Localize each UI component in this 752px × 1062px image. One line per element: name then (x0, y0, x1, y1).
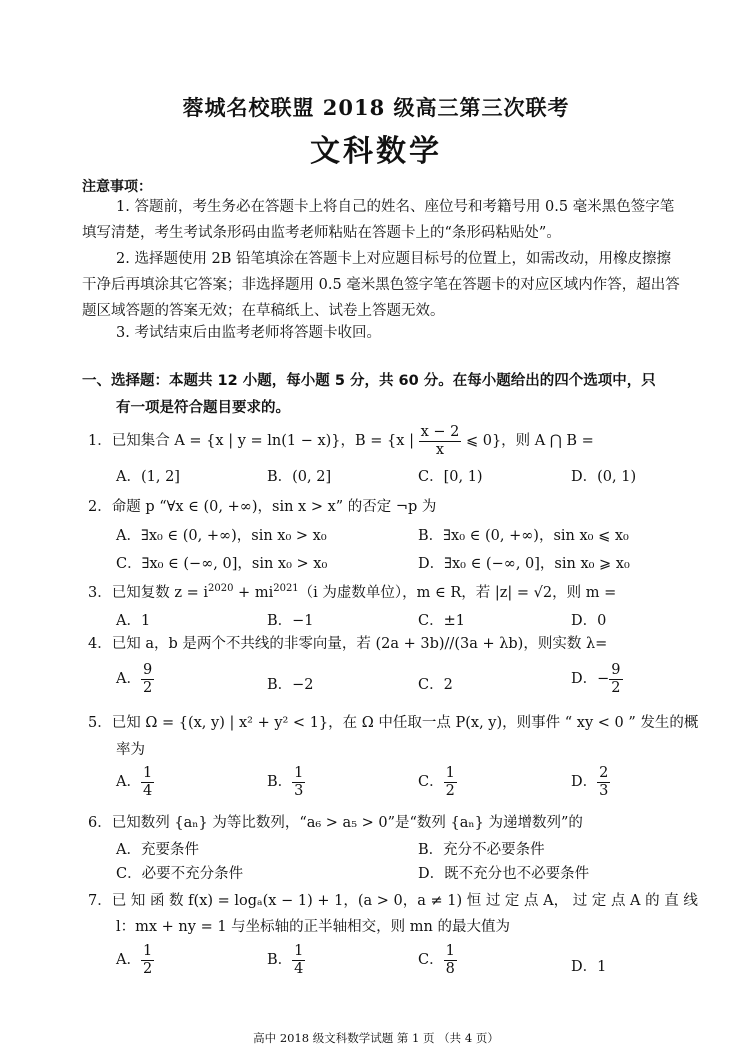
option-c: C．2 (418, 677, 453, 693)
note-item-2: 2. 选择题使用 2B 铅笔填涂在答题卡上对应题目标号的位置上，如需改动，用橡皮擦擦干净后再填涂其它答案；非选择题用 0.5 毫米黑色签字笔在答题卡的对应区域内作答，超出答题区域答题的答案无效；在草稿纸上、试卷上答题无效。 (82, 251, 680, 319)
question-5-line2: 率为 (116, 742, 145, 758)
option-d: D．∃x₀ ∈ (−∞, 0]，sin x₀ ⩾ x₀ (418, 556, 630, 572)
question-number: 7． (88, 893, 112, 909)
option-b: B．充分不必要条件 (418, 842, 545, 858)
question-4 (88, 632, 607, 653)
question-number: 3． (88, 585, 112, 601)
option-a: A． $\frac{9}{2}$ (116, 662, 153, 696)
option-c: C．[0, 1) (418, 469, 483, 485)
option-c: C．∃x₀ ∈ (−∞, 0]，sin x₀ > x₀ (116, 556, 328, 572)
option-b: B． $\frac{1}{3}$ (267, 765, 304, 799)
option-c: C．必要不充分条件 (116, 866, 244, 882)
question-number: 6． (88, 815, 112, 831)
question-5 (88, 711, 698, 732)
notes-heading: 注意事项： (82, 179, 152, 195)
question-7-line2: l：mx + ny = 1 与坐标轴的正半轴相交，则 mn 的最大值为 (116, 919, 510, 935)
question-number: 2． (88, 499, 112, 515)
question-2 (88, 495, 436, 516)
question-number: 5． (88, 715, 112, 731)
question-3: 3．已知复数 $z = i^{2020} + mi^{2021}(i$ 为虚数单位），m ∈ R，若 |z| = √2，则 m = (88, 583, 617, 601)
question-number: 1． (88, 433, 112, 450)
option-c: C． $\frac{1}{2}$ (418, 765, 455, 799)
option-c: C． $\frac{1}{8}$ (418, 943, 455, 977)
question-1 (88, 424, 594, 458)
fraction: $\frac{x - 2}{x}$ (420, 424, 460, 458)
section-heading-line1: 一、选择题：本题共 12 小题，每小题 5 分，共 60 分。在每小题给出的四个选项中，只 (82, 373, 656, 389)
option-c: C．±1 (418, 613, 465, 629)
question-7 (88, 889, 698, 910)
exam-title: 蓉城名校联盟 2018 级高三第三次联考 (182, 95, 570, 120)
question-text: ⩽ 0}，则 A ⋂ B = (465, 433, 594, 450)
option-b: B．∃x₀ ∈ (0, +∞)，sin x₀ ⩽ x₀ (418, 528, 629, 544)
option-d: D．− $\frac{9}{2}$ (571, 662, 621, 696)
question-text: 已知 a，b 是两个不共线的非零向量，若 (2a + 3b)//(3a + λb)，则实数 λ= (111, 636, 608, 652)
option-a: A．∃x₀ ∈ (0, +∞)，sin x₀ > x₀ (116, 528, 327, 544)
question-text: 已知数列 {aₙ} 为等比数列，“a₆ > a₅ > 0”是“数列 {aₙ} 为递增数列”的 (111, 815, 583, 831)
option-a: A．(1, 2] (116, 469, 180, 485)
option-b: B．−1 (267, 613, 314, 629)
option-d: D．1 (571, 959, 607, 975)
option-b: B．−2 (267, 677, 314, 693)
question-text: 已知集合 A = {x | y = ln(1 − x)}，B = {x | (111, 433, 414, 450)
option-a: A．1 (116, 613, 151, 629)
note-item-1: 1. 答题前，考生务必在答题卡上将自己的姓名、座位号和考籍号用 0.5 毫米黑色签字笔填写清楚，考生考试条形码由监考老师粘贴在答题卡上的“条形码粘贴处”。 (82, 199, 675, 241)
question-6 (88, 811, 583, 832)
option-d: D．既不充分也不必要条件 (418, 866, 590, 882)
option-b: B． $\frac{1}{4}$ (267, 943, 304, 977)
question-text: 命题 p “∀x ∈ (0, +∞)，sin x > x” 的否定 ¬p 为 (111, 499, 437, 515)
subject-title: 文科数学 (310, 134, 442, 169)
option-b: B．(0, 2] (267, 469, 332, 485)
option-a: A． $\frac{1}{4}$ (116, 765, 153, 799)
section-heading-line2: 有一项是符合题目要求的。 (116, 400, 290, 416)
note-item-3: 3. 考试结束后由监考老师将答题卡收回。 (116, 325, 381, 341)
option-a: A． $\frac{1}{2}$ (116, 943, 153, 977)
question-number: 4． (88, 636, 112, 652)
option-d: D． $\frac{2}{3}$ (571, 765, 609, 799)
option-a: A．充要条件 (116, 842, 199, 858)
option-d: D．0 (571, 613, 607, 629)
page-footer: 高中 2018 级文科数学试题 第 1 页 （共 4 页） (253, 1031, 499, 1045)
option-d: D．(0, 1) (571, 469, 637, 485)
question-text: 已 知 函 数 f(x) = logₐ(x − 1) + 1，(a > 0，a ≠ 1) 恒 过 定 点 A， 过 定 点 A 的 直 线 (111, 893, 698, 909)
question-text: 已知 Ω = {(x, y) | x² + y² < 1}，在 Ω 中任取一点 P(x, y)，则事件 “ xy < 0 ” 发生的概 (111, 715, 699, 731)
